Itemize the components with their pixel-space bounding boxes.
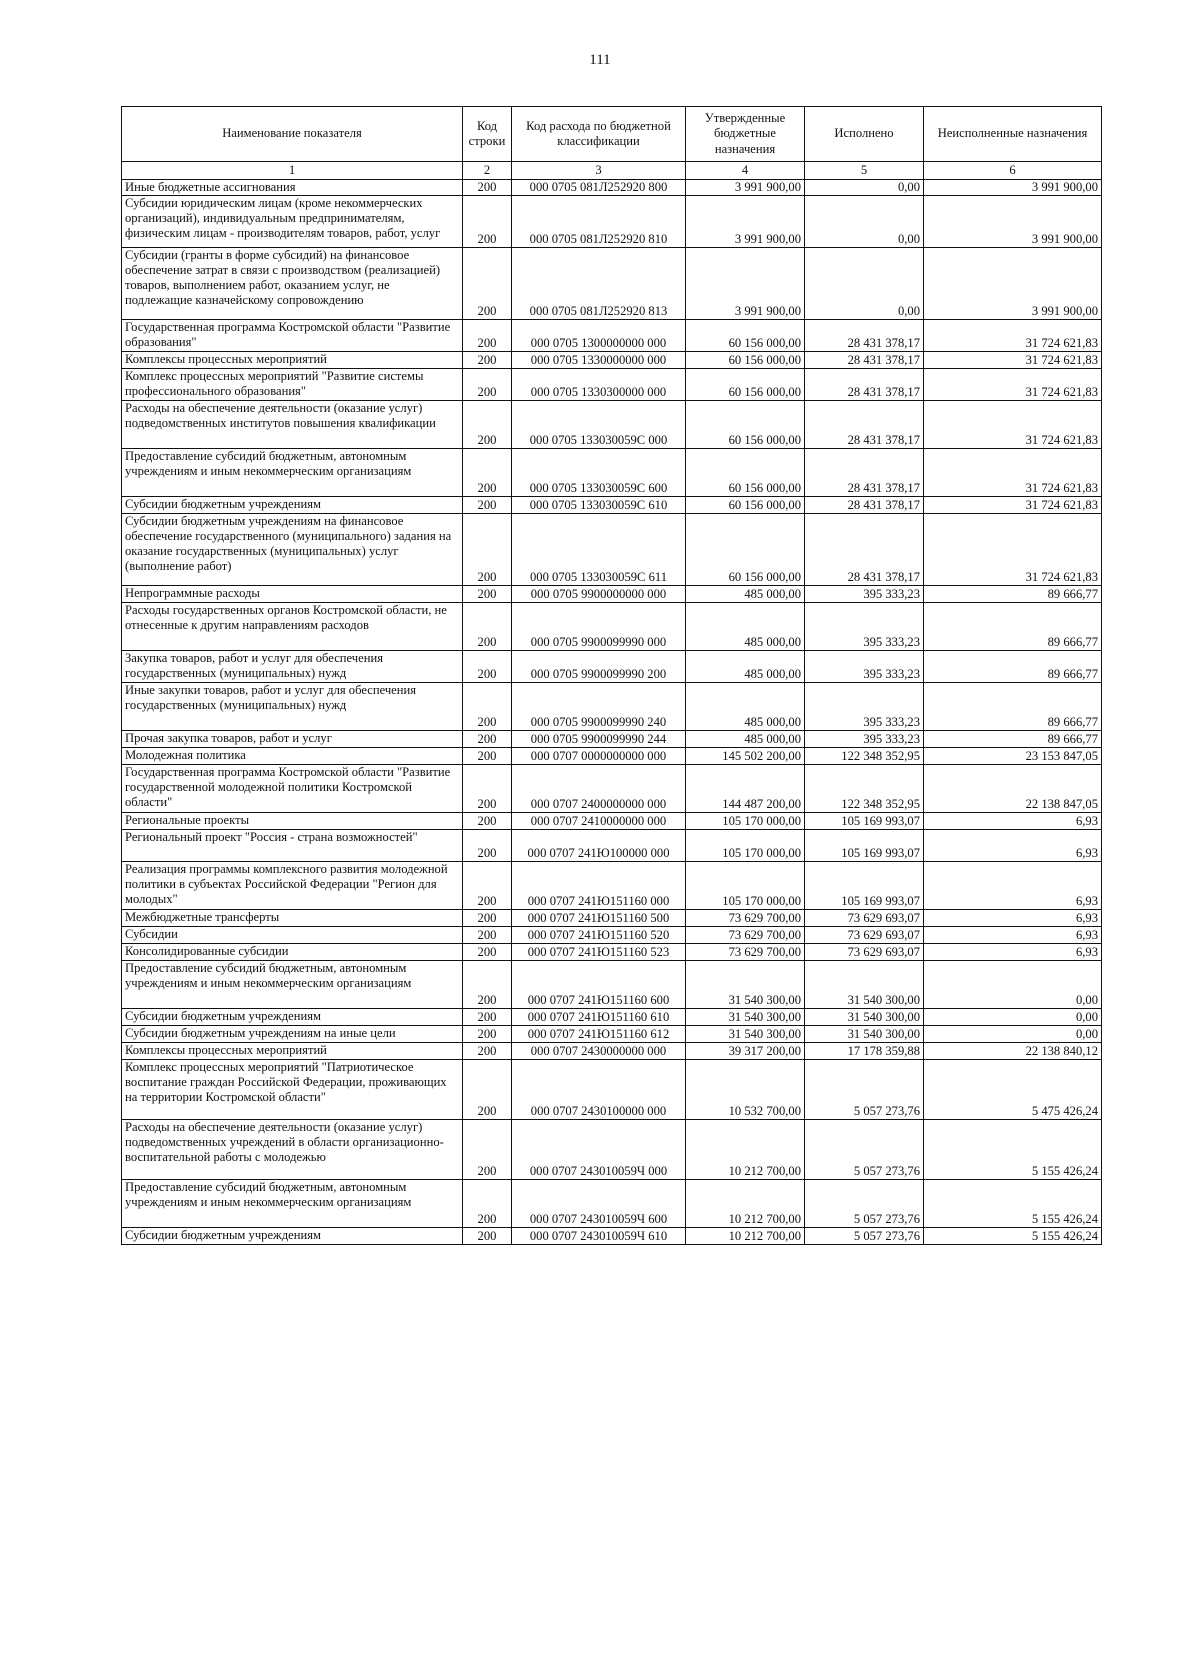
row-executed: 28 431 378,17: [805, 401, 924, 449]
row-name: Консолидированные субсидии: [122, 944, 463, 961]
row-approved: 485 000,00: [686, 586, 805, 603]
row-executed: 105 169 993,07: [805, 813, 924, 830]
row-executed: 28 431 378,17: [805, 320, 924, 352]
column-number: 5: [805, 162, 924, 180]
row-budget-code: 000 0707 0000000000 000: [512, 748, 686, 765]
row-line-code: 200: [463, 1043, 512, 1060]
table-row: [122, 401, 1102, 449]
row-executed: 28 431 378,17: [805, 514, 924, 586]
table-row: [122, 603, 1102, 651]
row-line-code: 200: [463, 830, 512, 862]
row-unexecuted: 89 666,77: [924, 651, 1102, 683]
row-budget-code: 000 0705 081Л252920 813: [512, 248, 686, 320]
column-number: 6: [924, 162, 1102, 180]
row-line-code: 200: [463, 910, 512, 927]
table-row: [122, 248, 1102, 320]
table-row: [122, 586, 1102, 603]
row-name: Государственная программа Костромской области "Развитие государственной молодежной политики Костромской области": [122, 765, 463, 813]
row-name: Расходы на обеспечение деятельности (оказание услуг) подведомственных учреждений в области организационно-воспитательной работы с молодежью: [122, 1120, 463, 1180]
row-approved: 3 991 900,00: [686, 248, 805, 320]
row-budget-code: 000 0705 081Л252920 800: [512, 180, 686, 196]
row-approved: 73 629 700,00: [686, 910, 805, 927]
row-approved: 105 170 000,00: [686, 830, 805, 862]
row-unexecuted: 23 153 847,05: [924, 748, 1102, 765]
row-name: Иные бюджетные ассигнования: [122, 180, 463, 196]
table-body: [122, 180, 1102, 1245]
row-unexecuted: 22 138 847,05: [924, 765, 1102, 813]
row-unexecuted: 3 991 900,00: [924, 180, 1102, 196]
table-row: [122, 683, 1102, 731]
row-line-code: 200: [463, 683, 512, 731]
row-budget-code: 000 0707 241Ю151160 000: [512, 862, 686, 910]
row-line-code: 200: [463, 813, 512, 830]
row-approved: 60 156 000,00: [686, 352, 805, 369]
row-line-code: 200: [463, 1120, 512, 1180]
row-executed: 0,00: [805, 248, 924, 320]
row-name: Предоставление субсидий бюджетным, автономным учреждениям и иным некоммерческим организациям: [122, 449, 463, 497]
row-executed: 5 057 273,76: [805, 1180, 924, 1228]
row-unexecuted: 31 724 621,83: [924, 449, 1102, 497]
row-approved: 60 156 000,00: [686, 369, 805, 401]
row-line-code: 200: [463, 1026, 512, 1043]
row-executed: 73 629 693,07: [805, 927, 924, 944]
row-line-code: 200: [463, 651, 512, 683]
row-budget-code: 000 0705 1330000000 000: [512, 352, 686, 369]
row-unexecuted: 5 155 426,24: [924, 1180, 1102, 1228]
row-name: Субсидии бюджетным учреждениям на иные цели: [122, 1026, 463, 1043]
row-budget-code: 000 0707 241Ю151160 600: [512, 961, 686, 1009]
table-row: [122, 180, 1102, 196]
row-name: Комплексы процессных мероприятий: [122, 352, 463, 369]
row-unexecuted: 5 475 426,24: [924, 1060, 1102, 1120]
row-approved: 105 170 000,00: [686, 862, 805, 910]
row-unexecuted: 6,93: [924, 944, 1102, 961]
row-budget-code: 000 0707 2430100000 000: [512, 1060, 686, 1120]
row-approved: 60 156 000,00: [686, 320, 805, 352]
row-approved: 105 170 000,00: [686, 813, 805, 830]
row-unexecuted: 3 991 900,00: [924, 196, 1102, 248]
row-line-code: 200: [463, 1060, 512, 1120]
row-unexecuted: 31 724 621,83: [924, 352, 1102, 369]
row-executed: 5 057 273,76: [805, 1228, 924, 1245]
row-name: Непрограммные расходы: [122, 586, 463, 603]
row-approved: 73 629 700,00: [686, 927, 805, 944]
table-row: [122, 748, 1102, 765]
table-row: [122, 497, 1102, 514]
row-unexecuted: 31 724 621,83: [924, 320, 1102, 352]
column-number: 3: [512, 162, 686, 180]
row-name: Субсидии бюджетным учреждениям: [122, 1228, 463, 1245]
row-line-code: 200: [463, 603, 512, 651]
row-executed: 31 540 300,00: [805, 961, 924, 1009]
row-budget-code: 000 0707 243010059Ч 610: [512, 1228, 686, 1245]
row-name: Реализация программы комплексного развития молодежной политики в субъектах Российской Федерации "Регион для молодых": [122, 862, 463, 910]
table-row: [122, 449, 1102, 497]
row-approved: 73 629 700,00: [686, 944, 805, 961]
table-row: [122, 910, 1102, 927]
row-line-code: 200: [463, 944, 512, 961]
row-approved: 31 540 300,00: [686, 961, 805, 1009]
row-budget-code: 000 0705 9900099990 200: [512, 651, 686, 683]
row-executed: 395 333,23: [805, 731, 924, 748]
row-budget-code: 000 0705 9900099990 240: [512, 683, 686, 731]
row-budget-code: 000 0707 241Ю151160 520: [512, 927, 686, 944]
table-row: [122, 927, 1102, 944]
row-unexecuted: 0,00: [924, 1009, 1102, 1026]
row-name: Молодежная политика: [122, 748, 463, 765]
table-header-row: [122, 107, 1102, 162]
row-unexecuted: 6,93: [924, 862, 1102, 910]
row-unexecuted: 89 666,77: [924, 603, 1102, 651]
table-row: [122, 1026, 1102, 1043]
table-row: [122, 862, 1102, 910]
row-line-code: 200: [463, 196, 512, 248]
row-approved: 3 991 900,00: [686, 180, 805, 196]
row-unexecuted: 31 724 621,83: [924, 497, 1102, 514]
column-number: 1: [122, 162, 463, 180]
row-line-code: 200: [463, 1228, 512, 1245]
budget-execution-table: [121, 106, 1102, 1245]
row-line-code: 200: [463, 862, 512, 910]
row-executed: 395 333,23: [805, 651, 924, 683]
row-executed: 73 629 693,07: [805, 910, 924, 927]
row-executed: 5 057 273,76: [805, 1120, 924, 1180]
row-approved: 145 502 200,00: [686, 748, 805, 765]
row-budget-code: 000 0705 133030059С 611: [512, 514, 686, 586]
row-line-code: 200: [463, 586, 512, 603]
row-name: Региональный проект "Россия - страна возможностей": [122, 830, 463, 862]
row-executed: 28 431 378,17: [805, 497, 924, 514]
row-name: Расходы государственных органов Костромской области, не отнесенные к другим направлениям расходов: [122, 603, 463, 651]
table-row: [122, 961, 1102, 1009]
row-name: Предоставление субсидий бюджетным, автономным учреждениям и иным некоммерческим организациям: [122, 1180, 463, 1228]
row-unexecuted: 89 666,77: [924, 731, 1102, 748]
row-approved: 60 156 000,00: [686, 401, 805, 449]
table-row: [122, 1228, 1102, 1245]
row-executed: 5 057 273,76: [805, 1060, 924, 1120]
row-line-code: 200: [463, 369, 512, 401]
row-executed: 122 348 352,95: [805, 748, 924, 765]
table-row: [122, 731, 1102, 748]
table-row: [122, 1180, 1102, 1228]
row-approved: 10 212 700,00: [686, 1120, 805, 1180]
row-approved: 485 000,00: [686, 731, 805, 748]
row-executed: 122 348 352,95: [805, 765, 924, 813]
row-name: Комплекс процессных мероприятий "Развитие системы профессионального образования": [122, 369, 463, 401]
row-approved: 60 156 000,00: [686, 514, 805, 586]
row-budget-code: 000 0705 1300000000 000: [512, 320, 686, 352]
row-approved: 60 156 000,00: [686, 449, 805, 497]
row-line-code: 200: [463, 731, 512, 748]
table-row: [122, 944, 1102, 961]
row-budget-code: 000 0707 243010059Ч 000: [512, 1120, 686, 1180]
table-row: [122, 320, 1102, 352]
row-executed: 28 431 378,17: [805, 369, 924, 401]
row-executed: 395 333,23: [805, 586, 924, 603]
row-executed: 31 540 300,00: [805, 1009, 924, 1026]
row-name: Расходы на обеспечение деятельности (оказание услуг) подведомственных институтов повышения квалификации: [122, 401, 463, 449]
row-unexecuted: 5 155 426,24: [924, 1120, 1102, 1180]
row-budget-code: 000 0705 133030059С 610: [512, 497, 686, 514]
row-name: Субсидии юридическим лицам (кроме некоммерческих организаций), индивидуальным предпринимателям, физическим лицам - производителям товаров, работ, услуг: [122, 196, 463, 248]
row-line-code: 200: [463, 1180, 512, 1228]
row-unexecuted: 6,93: [924, 813, 1102, 830]
row-budget-code: 000 0705 081Л252920 810: [512, 196, 686, 248]
row-budget-code: 000 0705 133030059С 000: [512, 401, 686, 449]
row-name: Иные закупки товаров, работ и услуг для обеспечения государственных (муниципальных) нужд: [122, 683, 463, 731]
row-name: Межбюджетные трансферты: [122, 910, 463, 927]
row-unexecuted: 5 155 426,24: [924, 1228, 1102, 1245]
header-approved: Утвержденные бюджетные назначения: [686, 107, 805, 162]
row-approved: 31 540 300,00: [686, 1026, 805, 1043]
row-approved: 60 156 000,00: [686, 497, 805, 514]
row-budget-code: 000 0707 2430000000 000: [512, 1043, 686, 1060]
table-row: [122, 196, 1102, 248]
row-approved: 144 487 200,00: [686, 765, 805, 813]
row-name: Субсидии бюджетным учреждениям: [122, 1009, 463, 1026]
row-name: Предоставление субсидий бюджетным, автономным учреждениям и иным некоммерческим организациям: [122, 961, 463, 1009]
header-budget-code: Код расхода по бюджетной классификации: [512, 107, 686, 162]
row-budget-code: 000 0707 243010059Ч 600: [512, 1180, 686, 1228]
table-row: [122, 1043, 1102, 1060]
row-name: Прочая закупка товаров, работ и услуг: [122, 731, 463, 748]
row-name: Субсидии (гранты в форме субсидий) на финансовое обеспечение затрат в связи с производством (реализацией) товаров, выполнением работ, оказанием услуг, не подлежащие казначейскому сопровождению: [122, 248, 463, 320]
row-executed: 28 431 378,17: [805, 352, 924, 369]
column-number-row: [122, 162, 1102, 180]
row-line-code: 200: [463, 320, 512, 352]
page-number: 111: [589, 52, 611, 68]
row-executed: 395 333,23: [805, 603, 924, 651]
row-budget-code: 000 0705 133030059С 600: [512, 449, 686, 497]
table-row: [122, 651, 1102, 683]
row-unexecuted: 31 724 621,83: [924, 401, 1102, 449]
row-budget-code: 000 0705 9900099990 000: [512, 603, 686, 651]
row-line-code: 200: [463, 180, 512, 196]
row-executed: 105 169 993,07: [805, 862, 924, 910]
row-name: Комплекс процессных мероприятий "Патриотическое воспитание граждан Российской Федерации, проживающих на территории Костромской области": [122, 1060, 463, 1120]
table-row: [122, 1120, 1102, 1180]
row-line-code: 200: [463, 927, 512, 944]
row-budget-code: 000 0707 241Ю100000 000: [512, 830, 686, 862]
row-approved: 10 212 700,00: [686, 1180, 805, 1228]
row-line-code: 200: [463, 961, 512, 1009]
table-row: [122, 1060, 1102, 1120]
row-budget-code: 000 0707 2400000000 000: [512, 765, 686, 813]
row-line-code: 200: [463, 401, 512, 449]
table-row: [122, 352, 1102, 369]
row-name: Закупка товаров, работ и услуг для обеспечения государственных (муниципальных) нужд: [122, 651, 463, 683]
row-approved: 39 317 200,00: [686, 1043, 805, 1060]
row-unexecuted: 22 138 840,12: [924, 1043, 1102, 1060]
row-unexecuted: 6,93: [924, 910, 1102, 927]
row-budget-code: 000 0707 241Ю151160 523: [512, 944, 686, 961]
row-budget-code: 000 0705 1330300000 000: [512, 369, 686, 401]
row-approved: 31 540 300,00: [686, 1009, 805, 1026]
row-name: Субсидии бюджетным учреждениям: [122, 497, 463, 514]
row-unexecuted: 6,93: [924, 830, 1102, 862]
row-approved: 10 212 700,00: [686, 1228, 805, 1245]
row-executed: 0,00: [805, 196, 924, 248]
row-approved: 485 000,00: [686, 683, 805, 731]
row-executed: 28 431 378,17: [805, 449, 924, 497]
row-name: Комплексы процессных мероприятий: [122, 1043, 463, 1060]
row-budget-code: 000 0705 9900000000 000: [512, 586, 686, 603]
row-line-code: 200: [463, 449, 512, 497]
row-unexecuted: 6,93: [924, 927, 1102, 944]
table-row: [122, 369, 1102, 401]
row-budget-code: 000 0705 9900099990 244: [512, 731, 686, 748]
row-executed: 73 629 693,07: [805, 944, 924, 961]
row-unexecuted: 3 991 900,00: [924, 248, 1102, 320]
row-budget-code: 000 0707 241Ю151160 610: [512, 1009, 686, 1026]
row-line-code: 200: [463, 1009, 512, 1026]
row-name: Субсидии бюджетным учреждениям на финансовое обеспечение государственного (муниципального) задания на оказание государственных (муниципальных) услуг (выполнение работ): [122, 514, 463, 586]
row-budget-code: 000 0707 2410000000 000: [512, 813, 686, 830]
header-executed: Исполнено: [805, 107, 924, 162]
row-line-code: 200: [463, 748, 512, 765]
table-row: [122, 813, 1102, 830]
row-unexecuted: 31 724 621,83: [924, 369, 1102, 401]
row-unexecuted: 89 666,77: [924, 683, 1102, 731]
table-row: [122, 1009, 1102, 1026]
row-executed: 31 540 300,00: [805, 1026, 924, 1043]
row-line-code: 200: [463, 352, 512, 369]
column-number: 2: [463, 162, 512, 180]
row-unexecuted: 89 666,77: [924, 586, 1102, 603]
row-executed: 0,00: [805, 180, 924, 196]
row-unexecuted: 0,00: [924, 961, 1102, 1009]
row-approved: 485 000,00: [686, 603, 805, 651]
row-name: Субсидии: [122, 927, 463, 944]
row-unexecuted: 31 724 621,83: [924, 514, 1102, 586]
table-row: [122, 765, 1102, 813]
row-line-code: 200: [463, 765, 512, 813]
row-name: Региональные проекты: [122, 813, 463, 830]
header-indicator-name: Наименование показателя: [122, 107, 463, 162]
row-executed: 17 178 359,88: [805, 1043, 924, 1060]
header-unexecuted: Неисполненные назначения: [924, 107, 1102, 162]
row-name: Государственная программа Костромской области "Развитие образования": [122, 320, 463, 352]
row-line-code: 200: [463, 497, 512, 514]
row-unexecuted: 0,00: [924, 1026, 1102, 1043]
table-row: [122, 514, 1102, 586]
row-budget-code: 000 0707 241Ю151160 612: [512, 1026, 686, 1043]
column-number: 4: [686, 162, 805, 180]
row-executed: 395 333,23: [805, 683, 924, 731]
row-executed: 105 169 993,07: [805, 830, 924, 862]
row-approved: 10 532 700,00: [686, 1060, 805, 1120]
row-budget-code: 000 0707 241Ю151160 500: [512, 910, 686, 927]
row-line-code: 200: [463, 248, 512, 320]
row-line-code: 200: [463, 514, 512, 586]
row-approved: 3 991 900,00: [686, 196, 805, 248]
table-row: [122, 830, 1102, 862]
row-approved: 485 000,00: [686, 651, 805, 683]
header-line-code: Код строки: [463, 107, 512, 162]
